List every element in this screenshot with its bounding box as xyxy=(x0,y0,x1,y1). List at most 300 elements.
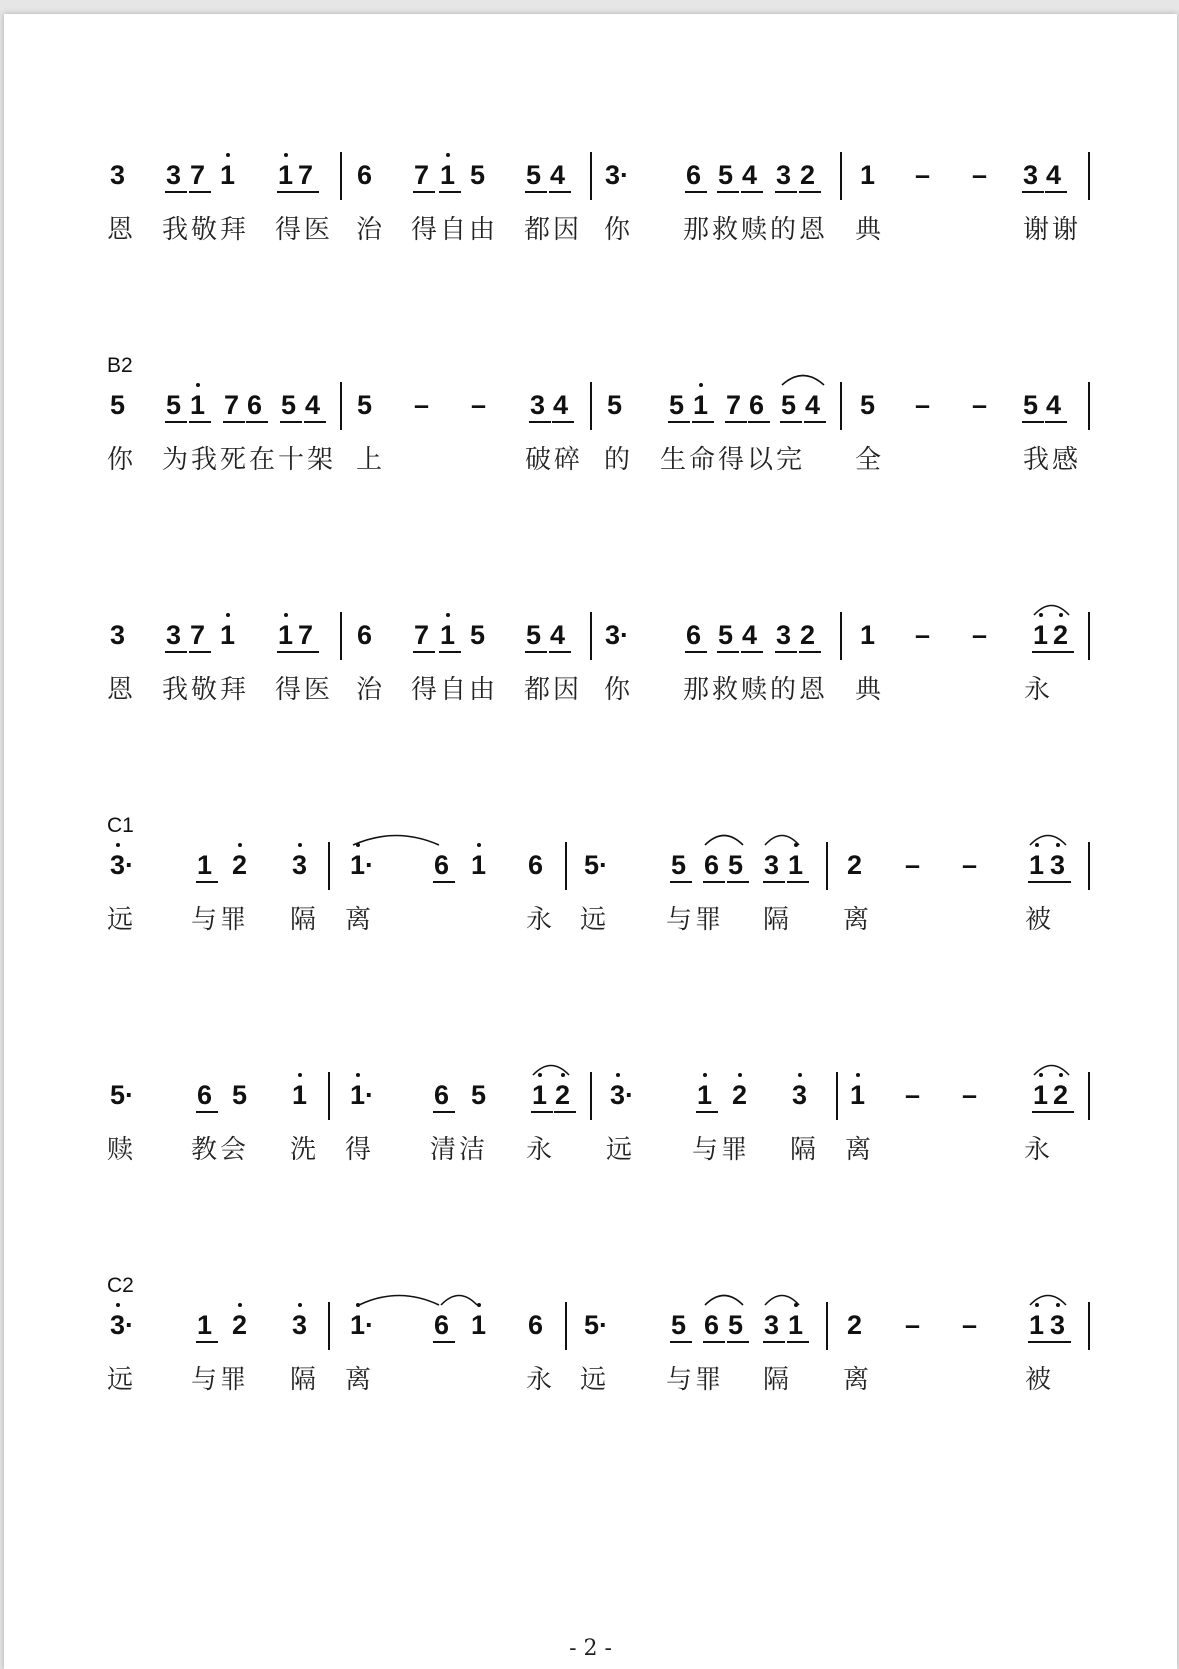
note: 5 xyxy=(470,160,486,190)
slur xyxy=(781,372,825,386)
eighth-underline xyxy=(554,1111,576,1113)
note: 1 xyxy=(1029,1310,1045,1340)
high-octave-dot xyxy=(196,383,200,387)
note: 5 xyxy=(357,390,373,420)
eighth-underline xyxy=(787,881,809,883)
lyric: 都因 xyxy=(524,215,583,245)
note: 5 xyxy=(781,390,797,420)
note: 3 xyxy=(1050,850,1066,880)
note: 3· xyxy=(110,1310,135,1340)
high-octave-dot xyxy=(226,153,230,157)
extension-dash: – xyxy=(972,160,988,190)
high-octave-dot xyxy=(298,1303,302,1307)
eighth-underline xyxy=(741,191,763,193)
eighth-underline xyxy=(223,421,245,423)
eighth-underline xyxy=(1045,191,1067,193)
high-octave-dot xyxy=(699,383,703,387)
section-label: C2 xyxy=(107,1274,134,1297)
note: 5 xyxy=(671,850,687,880)
note: 1 xyxy=(190,390,206,420)
note: 1· xyxy=(350,1310,375,1340)
high-octave-dot xyxy=(298,843,302,847)
eighth-underline xyxy=(433,1111,455,1113)
eighth-underline xyxy=(799,191,821,193)
extension-dash: – xyxy=(414,390,430,420)
note: 5 xyxy=(110,390,126,420)
high-octave-dot xyxy=(616,1073,620,1077)
eighth-underline xyxy=(165,421,187,423)
note: 3 xyxy=(1023,160,1039,190)
note: 3 xyxy=(166,160,182,190)
lyric: 都因 xyxy=(524,675,583,705)
note: 6 xyxy=(686,160,702,190)
lyric: 远 xyxy=(107,1365,137,1395)
eighth-underline xyxy=(525,651,547,653)
note: 1 xyxy=(788,1310,804,1340)
note: 6 xyxy=(528,850,544,880)
eighth-underline xyxy=(668,421,690,423)
eighth-underline xyxy=(433,881,455,883)
bar-line xyxy=(1088,1302,1090,1350)
slur xyxy=(1033,1062,1070,1076)
eighth-underline xyxy=(1049,881,1071,883)
eighth-underline xyxy=(1028,881,1050,883)
lyric: 谢谢 xyxy=(1023,215,1082,245)
eighth-underline xyxy=(277,651,299,653)
note: 6 xyxy=(357,620,373,650)
eighth-underline xyxy=(787,1341,809,1343)
eighth-underline xyxy=(696,1111,718,1113)
note: 6 xyxy=(528,1310,544,1340)
slur xyxy=(1033,602,1070,616)
note: 1 xyxy=(440,620,456,650)
eighth-underline xyxy=(196,1111,218,1113)
eighth-underline xyxy=(549,191,571,193)
note: 5 xyxy=(728,850,744,880)
lyric: 我感 xyxy=(1023,445,1082,475)
note: 6 xyxy=(704,850,720,880)
high-octave-dot xyxy=(284,613,288,617)
high-octave-dot xyxy=(356,1073,360,1077)
slur xyxy=(704,1292,744,1306)
note: 3 xyxy=(292,1310,308,1340)
lyric: 隔 xyxy=(763,1365,793,1395)
lyric: 远 xyxy=(580,905,610,935)
eighth-underline xyxy=(804,421,826,423)
high-octave-dot xyxy=(226,613,230,617)
note: 7 xyxy=(298,620,314,650)
eighth-underline xyxy=(685,191,707,193)
eighth-underline xyxy=(413,651,435,653)
high-octave-dot xyxy=(738,1073,742,1077)
bar-line xyxy=(590,382,592,430)
note: 2 xyxy=(1053,620,1069,650)
note: 4 xyxy=(1046,390,1062,420)
note: 7 xyxy=(414,620,430,650)
note: 5 xyxy=(526,620,542,650)
note: 1 xyxy=(532,1080,548,1110)
eighth-underline xyxy=(727,881,749,883)
eighth-underline xyxy=(165,651,187,653)
note: 4 xyxy=(742,620,758,650)
section-label: B2 xyxy=(107,354,133,377)
bar-line xyxy=(1088,152,1090,200)
eighth-underline xyxy=(196,881,218,883)
eighth-underline xyxy=(741,651,763,653)
slur xyxy=(1029,832,1067,846)
lyric: 与罪 xyxy=(692,1135,751,1165)
high-octave-dot xyxy=(798,1073,802,1077)
note: 7 xyxy=(224,390,240,420)
eighth-underline xyxy=(165,191,187,193)
note: 5 xyxy=(669,390,685,420)
bar-line xyxy=(836,1072,838,1120)
lyric: 远 xyxy=(107,905,137,935)
note: 1 xyxy=(697,1080,713,1110)
extension-dash: – xyxy=(905,850,921,880)
note: 4 xyxy=(1046,160,1062,190)
eighth-underline xyxy=(1045,421,1067,423)
lyric: 离 xyxy=(845,1135,875,1165)
note: 3 xyxy=(110,620,126,650)
lyric: 典 xyxy=(855,675,885,705)
note: 2 xyxy=(555,1080,571,1110)
lyric: 隔 xyxy=(790,1135,820,1165)
slur xyxy=(358,1292,440,1306)
note: 1 xyxy=(292,1080,308,1110)
note: 1 xyxy=(1033,620,1049,650)
eighth-underline xyxy=(703,881,725,883)
note: 5 xyxy=(860,390,876,420)
note: 4 xyxy=(550,620,566,650)
lyric: 生命得以完 xyxy=(660,445,806,475)
high-octave-dot xyxy=(116,843,120,847)
eighth-underline xyxy=(1032,651,1054,653)
lyric: 永 xyxy=(1024,675,1054,705)
eighth-underline xyxy=(763,881,785,883)
note: 1 xyxy=(850,1080,866,1110)
bar-line xyxy=(1088,612,1090,660)
bar-line xyxy=(340,382,342,430)
note: 5 xyxy=(526,160,542,190)
eighth-underline xyxy=(189,651,211,653)
eighth-underline xyxy=(297,191,319,193)
lyric: 你 xyxy=(107,445,137,475)
eighth-underline xyxy=(1052,1111,1074,1113)
lyric: 洗 xyxy=(290,1135,320,1165)
lyric: 破碎 xyxy=(525,445,584,475)
eighth-underline xyxy=(549,651,571,653)
lyric: 离 xyxy=(345,905,375,935)
extension-dash: – xyxy=(972,620,988,650)
note: 2 xyxy=(847,1310,863,1340)
note: 3 xyxy=(776,160,792,190)
note: 5 xyxy=(232,1080,248,1110)
note: 3 xyxy=(792,1080,808,1110)
high-octave-dot xyxy=(446,613,450,617)
note: 1· xyxy=(350,850,375,880)
note: 3 xyxy=(1050,1310,1066,1340)
note: 6 xyxy=(434,1310,450,1340)
note: 7 xyxy=(298,160,314,190)
bar-line xyxy=(590,1072,592,1120)
eighth-underline xyxy=(1049,1341,1071,1343)
note: 2 xyxy=(800,160,816,190)
lyric: 为我死在十架 xyxy=(162,445,337,475)
lyric: 与罪 xyxy=(666,1365,725,1395)
extension-dash: – xyxy=(471,390,487,420)
eighth-underline xyxy=(1022,191,1044,193)
note: 4 xyxy=(305,390,321,420)
note: 5 xyxy=(166,390,182,420)
lyric: 我敬拜 xyxy=(162,215,250,245)
extension-dash: – xyxy=(962,850,978,880)
score-page xyxy=(4,14,1177,1669)
note: 1 xyxy=(220,160,236,190)
note: 1 xyxy=(788,850,804,880)
lyric: 恩 xyxy=(107,215,137,245)
eighth-underline xyxy=(297,651,319,653)
eighth-underline xyxy=(529,421,551,423)
high-octave-dot xyxy=(446,153,450,157)
lyric: 我敬拜 xyxy=(162,675,250,705)
note: 2 xyxy=(232,850,248,880)
lyric: 永 xyxy=(526,905,556,935)
lyric: 隔 xyxy=(290,1365,320,1395)
lyric: 上 xyxy=(356,445,386,475)
lyric: 得自由 xyxy=(411,215,499,245)
lyric: 典 xyxy=(855,215,885,245)
eighth-underline xyxy=(780,421,802,423)
eighth-underline xyxy=(703,1341,725,1343)
note: 4 xyxy=(805,390,821,420)
note: 5· xyxy=(584,1310,609,1340)
lyric: 与罪 xyxy=(666,905,725,935)
eighth-underline xyxy=(439,191,461,193)
lyric: 的 xyxy=(604,445,634,475)
lyric: 离 xyxy=(345,1365,375,1395)
bar-line xyxy=(328,842,330,890)
extension-dash: – xyxy=(915,390,931,420)
lyric: 你 xyxy=(604,215,634,245)
high-octave-dot xyxy=(238,1303,242,1307)
section-label: C1 xyxy=(107,814,134,837)
note: 1 xyxy=(860,160,876,190)
extension-dash: – xyxy=(905,1080,921,1110)
note: 6 xyxy=(686,620,702,650)
eighth-underline xyxy=(692,421,714,423)
note: 6 xyxy=(197,1080,213,1110)
slur xyxy=(1029,1292,1067,1306)
lyric: 远 xyxy=(606,1135,636,1165)
note: 7 xyxy=(414,160,430,190)
lyric: 那救赎的恩 xyxy=(683,215,829,245)
eighth-underline xyxy=(552,421,574,423)
eighth-underline xyxy=(433,1341,455,1343)
lyric: 与罪 xyxy=(191,905,250,935)
note: 1 xyxy=(693,390,709,420)
eighth-underline xyxy=(670,1341,692,1343)
note: 3 xyxy=(764,850,780,880)
high-octave-dot xyxy=(238,843,242,847)
lyric: 永 xyxy=(526,1135,556,1165)
slur xyxy=(352,832,440,846)
note: 6 xyxy=(434,850,450,880)
lyric: 清洁 xyxy=(430,1135,489,1165)
note: 7 xyxy=(726,390,742,420)
high-octave-dot xyxy=(477,843,481,847)
note: 3 xyxy=(764,1310,780,1340)
note: 6 xyxy=(434,1080,450,1110)
eighth-underline xyxy=(1052,651,1074,653)
eighth-underline xyxy=(763,1341,785,1343)
note: 3 xyxy=(776,620,792,650)
lyric: 永 xyxy=(1024,1135,1054,1165)
lyric: 被 xyxy=(1025,1365,1055,1395)
extension-dash: – xyxy=(905,1310,921,1340)
eighth-underline xyxy=(196,1341,218,1343)
slur xyxy=(704,832,744,846)
note: 5 xyxy=(671,1310,687,1340)
note: 5 xyxy=(728,1310,744,1340)
lyric: 离 xyxy=(843,1365,873,1395)
bar-line xyxy=(840,612,842,660)
eighth-underline xyxy=(727,1341,749,1343)
bar-line xyxy=(1088,382,1090,430)
eighth-underline xyxy=(1032,1111,1054,1113)
note: 7 xyxy=(190,620,206,650)
bar-line xyxy=(328,1302,330,1350)
note: 4 xyxy=(550,160,566,190)
note: 1 xyxy=(197,1310,213,1340)
slur xyxy=(440,1292,478,1306)
high-octave-dot xyxy=(856,1073,860,1077)
eighth-underline xyxy=(531,1111,553,1113)
high-octave-dot xyxy=(703,1073,707,1077)
lyric: 赎 xyxy=(107,1135,137,1165)
note: 6 xyxy=(247,390,263,420)
extension-dash: – xyxy=(962,1080,978,1110)
high-octave-dot xyxy=(298,1073,302,1077)
note: 2 xyxy=(232,1310,248,1340)
extension-dash: – xyxy=(972,390,988,420)
lyric: 永 xyxy=(526,1365,556,1395)
note: 6 xyxy=(704,1310,720,1340)
lyric: 恩 xyxy=(107,675,137,705)
note: 1· xyxy=(350,1080,375,1110)
slur xyxy=(764,1292,800,1306)
eighth-underline xyxy=(1022,421,1044,423)
eighth-underline xyxy=(670,881,692,883)
slur xyxy=(532,1062,570,1076)
note: 5 xyxy=(470,620,486,650)
bar-line xyxy=(826,1302,828,1350)
bar-line xyxy=(1088,1072,1090,1120)
note: 4 xyxy=(742,160,758,190)
note: 1 xyxy=(471,1310,487,1340)
bar-line xyxy=(590,152,592,200)
note: 2 xyxy=(732,1080,748,1110)
note: 5 xyxy=(607,390,623,420)
note: 3 xyxy=(166,620,182,650)
bar-line xyxy=(340,612,342,660)
high-octave-dot xyxy=(284,153,288,157)
note: 3 xyxy=(530,390,546,420)
note: 1 xyxy=(278,160,294,190)
bar-line xyxy=(565,1302,567,1350)
eighth-underline xyxy=(748,421,770,423)
note: 5· xyxy=(110,1080,135,1110)
eighth-underline xyxy=(775,191,797,193)
lyric: 得自由 xyxy=(411,675,499,705)
bar-line xyxy=(590,612,592,660)
eighth-underline xyxy=(799,651,821,653)
eighth-underline xyxy=(775,651,797,653)
eighth-underline xyxy=(413,191,435,193)
eighth-underline xyxy=(277,191,299,193)
lyric: 那救赎的恩 xyxy=(683,675,829,705)
note: 1 xyxy=(440,160,456,190)
bar-line xyxy=(1088,842,1090,890)
note: 3· xyxy=(605,160,630,190)
note: 2 xyxy=(847,850,863,880)
lyric: 得医 xyxy=(275,215,334,245)
eighth-underline xyxy=(717,191,739,193)
note: 2 xyxy=(1053,1080,1069,1110)
eighth-underline xyxy=(439,651,461,653)
note: 5· xyxy=(584,850,609,880)
note: 3 xyxy=(110,160,126,190)
extension-dash: – xyxy=(915,620,931,650)
lyric: 你 xyxy=(604,675,634,705)
eighth-underline xyxy=(304,421,326,423)
note: 5 xyxy=(281,390,297,420)
eighth-underline xyxy=(280,421,302,423)
bar-line xyxy=(328,1072,330,1120)
note: 5 xyxy=(718,160,734,190)
lyric: 治 xyxy=(356,675,386,705)
note: 1 xyxy=(197,850,213,880)
note: 4 xyxy=(553,390,569,420)
note: 3· xyxy=(110,850,135,880)
note: 7 xyxy=(190,160,206,190)
lyric: 全 xyxy=(855,445,885,475)
bar-line xyxy=(340,152,342,200)
note: 6 xyxy=(749,390,765,420)
eighth-underline xyxy=(189,421,211,423)
lyric: 隔 xyxy=(763,905,793,935)
note: 5 xyxy=(1023,390,1039,420)
lyric: 离 xyxy=(843,905,873,935)
slur xyxy=(764,832,800,846)
note: 1 xyxy=(1029,850,1045,880)
note: 1 xyxy=(1033,1080,1049,1110)
lyric: 治 xyxy=(356,215,386,245)
eighth-underline xyxy=(189,191,211,193)
note: 3· xyxy=(605,620,630,650)
extension-dash: – xyxy=(962,1310,978,1340)
bar-line xyxy=(565,842,567,890)
note: 1 xyxy=(220,620,236,650)
note: 3 xyxy=(292,850,308,880)
bar-line xyxy=(840,382,842,430)
lyric: 得 xyxy=(345,1135,375,1165)
lyric: 隔 xyxy=(290,905,320,935)
eighth-underline xyxy=(717,651,739,653)
eighth-underline xyxy=(1028,1341,1050,1343)
bar-line xyxy=(840,152,842,200)
note: 3· xyxy=(610,1080,635,1110)
